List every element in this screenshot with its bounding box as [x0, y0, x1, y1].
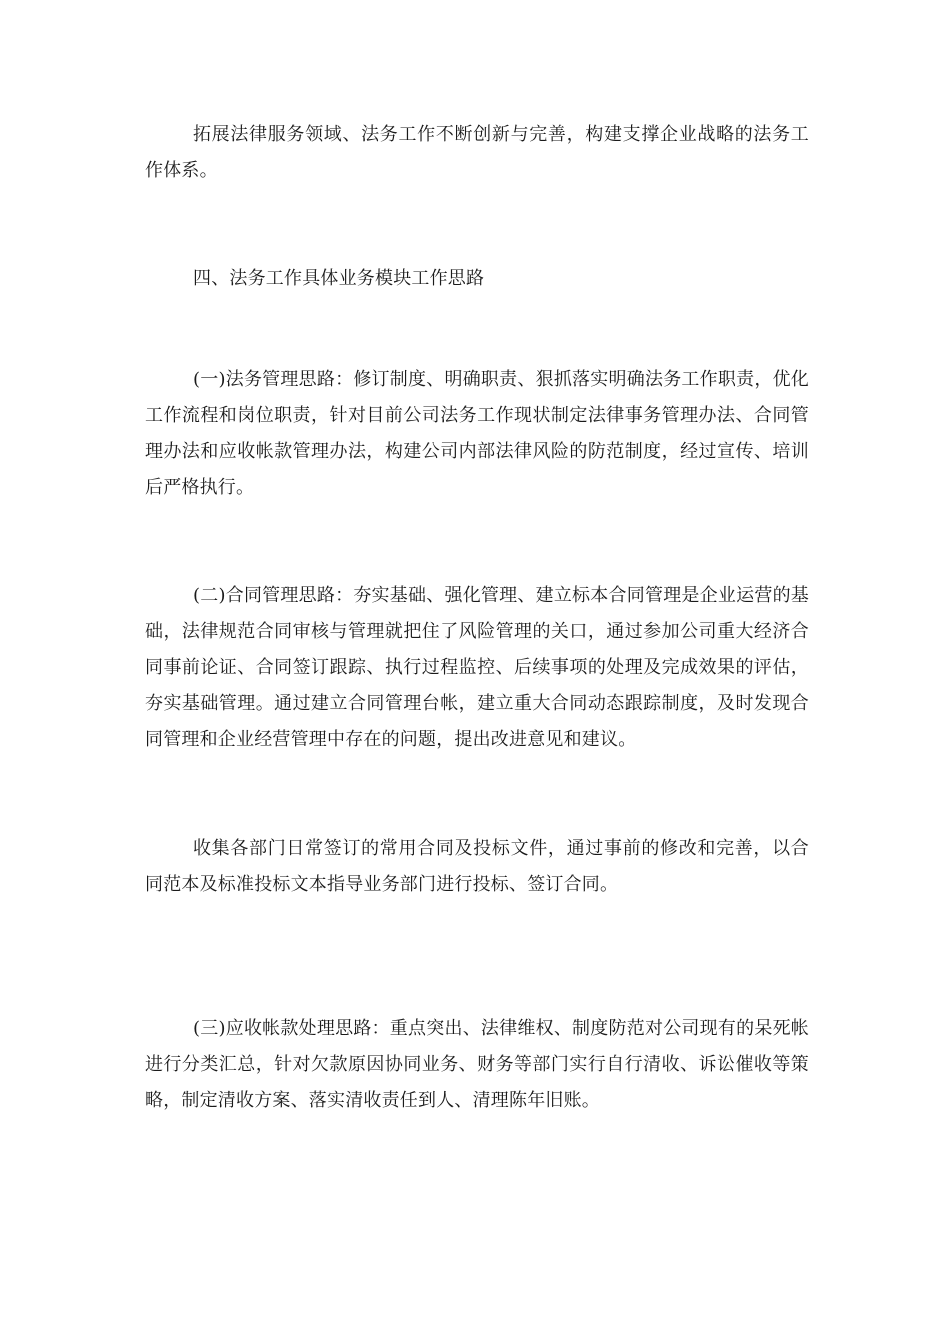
paragraph-legal-service-scope: 拓展法律服务领域、法务工作不断创新与完善，构建支撑企业战略的法务工作体系。 [145, 124, 809, 181]
paragraph-receivables: (三)应收帐款处理思路：重点突出、法律维权、制度防范对公司现有的呆死帐进行分类汇总，针对欠款原因协同业务、财务等部门实行自行清收、诉讼催收等策略，制定清收方案、落实清收责任到人、清理陈年旧账。 [145, 1018, 809, 1111]
paragraph-contract-templates: 收集各部门日常签订的常用合同及投标文件，通过事前的修改和完善，以合同范本及标准投标文本指导业务部门进行投标、签订合同。 [145, 838, 809, 895]
paragraph-legal-management: (一)法务管理思路：修订制度、明确职责、狠抓落实明确法务工作职责，优化工作流程和岗位职责，针对目前公司法务工作现状制定法律事务管理办法、合同管理办法和应收帐款管理办法，构建公司内部法律风险的防范制度，经过宣传、培训后严格执行。 [145, 369, 809, 498]
paragraph-contract-management: (二)合同管理思路：夯实基础、强化管理、建立标本合同管理是企业运营的基础，法律规范合同审核与管理就把住了风险管理的关口，通过参加公司重大经济合同事前论证、合同签订跟踪、执行过程监控、后续事项的处理及完成效果的评估，夯实基础管理。通过建立合同管理台帐，建立重大合同动态跟踪制度，及时发现合同管理和企业经营管理中存在的问题，提出改进意见和建议。 [145, 585, 809, 750]
section-heading-business-modules: 四、法务工作具体业务模块工作思路 [193, 268, 485, 289]
